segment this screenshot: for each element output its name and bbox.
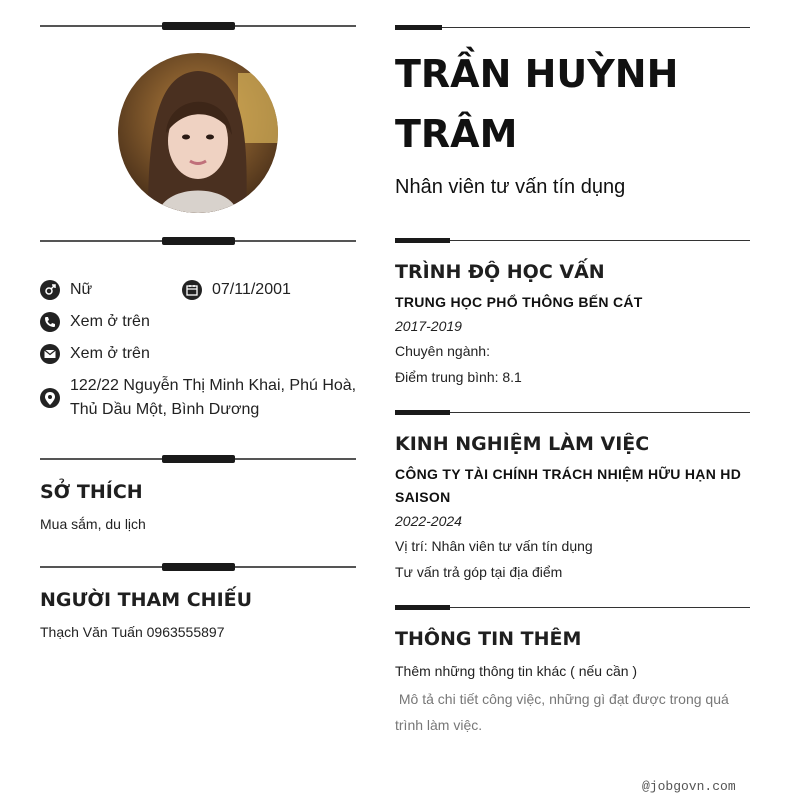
hobbies-title: SỞ THÍCH (40, 481, 143, 503)
calendar-icon (182, 280, 202, 300)
address-line-2: Thủ Dầu Một, Bình Dương (70, 401, 260, 418)
additional-detail-line-2: trình làm việc. (395, 717, 483, 733)
additional-text: Thêm những thông tin khác ( nếu cần ) (395, 663, 638, 679)
right-divider-education (395, 238, 750, 244)
education-school: TRUNG HỌC PHỔ THÔNG BẾN CÁT (395, 294, 643, 310)
name-line-1: TRẦN HUỲNH (395, 52, 679, 96)
experience-period: 2022-2024 (395, 513, 462, 529)
address-line-1: 122/22 Nguyễn Thị Minh Khai, Phú Hoà, (70, 377, 357, 394)
education-title: TRÌNH ĐỘ HỌC VẤN (395, 261, 605, 283)
experience-title: KINH NGHIỆM LÀM VIỆC (395, 433, 650, 455)
references-title: NGƯỜI THAM CHIẾU (40, 589, 253, 611)
additional-title: THÔNG TIN THÊM (395, 628, 582, 650)
phone-icon (40, 312, 60, 332)
right-divider-top (395, 25, 750, 31)
experience-position: Vị trí: Nhân viên tư vấn tín dụng (395, 538, 593, 554)
birthday-text: 07/11/2001 (212, 281, 291, 298)
references-text: Thạch Văn Tuấn 0963555897 (40, 624, 225, 640)
location-icon (40, 388, 60, 408)
experience-company-line-2: SAISON (395, 489, 451, 505)
education-period: 2017-2019 (395, 318, 462, 334)
education-gpa: Điểm trung bình: 8.1 (395, 369, 522, 385)
education-major: Chuyên ngành: (395, 343, 490, 359)
left-divider-references (40, 563, 356, 571)
watermark: @jobgovn.com (642, 779, 736, 794)
email-text: Xem ở trên (70, 345, 150, 362)
job-title: Nhân viên tư vấn tín dụng (395, 176, 626, 198)
left-divider-top (40, 22, 356, 30)
email-icon (40, 344, 60, 364)
avatar (118, 53, 278, 213)
additional-detail-line-1: Mô tả chi tiết công việc, những gì đạt được trong quá (395, 691, 729, 707)
phone-text: Xem ở trên (70, 313, 150, 330)
gender-text: Nữ (70, 281, 93, 298)
right-divider-experience (395, 410, 750, 416)
left-divider-contact (40, 237, 356, 245)
hobbies-text: Mua sắm, du lịch (40, 516, 146, 532)
left-divider-hobbies (40, 455, 356, 463)
name-line-2: TRÂM (395, 112, 518, 156)
experience-company-line-1: CÔNG TY TÀI CHÍNH TRÁCH NHIỆM HỮU HẠN HD (395, 466, 742, 482)
experience-description: Tư vấn trả góp tại địa điểm (395, 564, 563, 580)
right-divider-additional (395, 605, 750, 611)
gender-icon (40, 280, 60, 300)
